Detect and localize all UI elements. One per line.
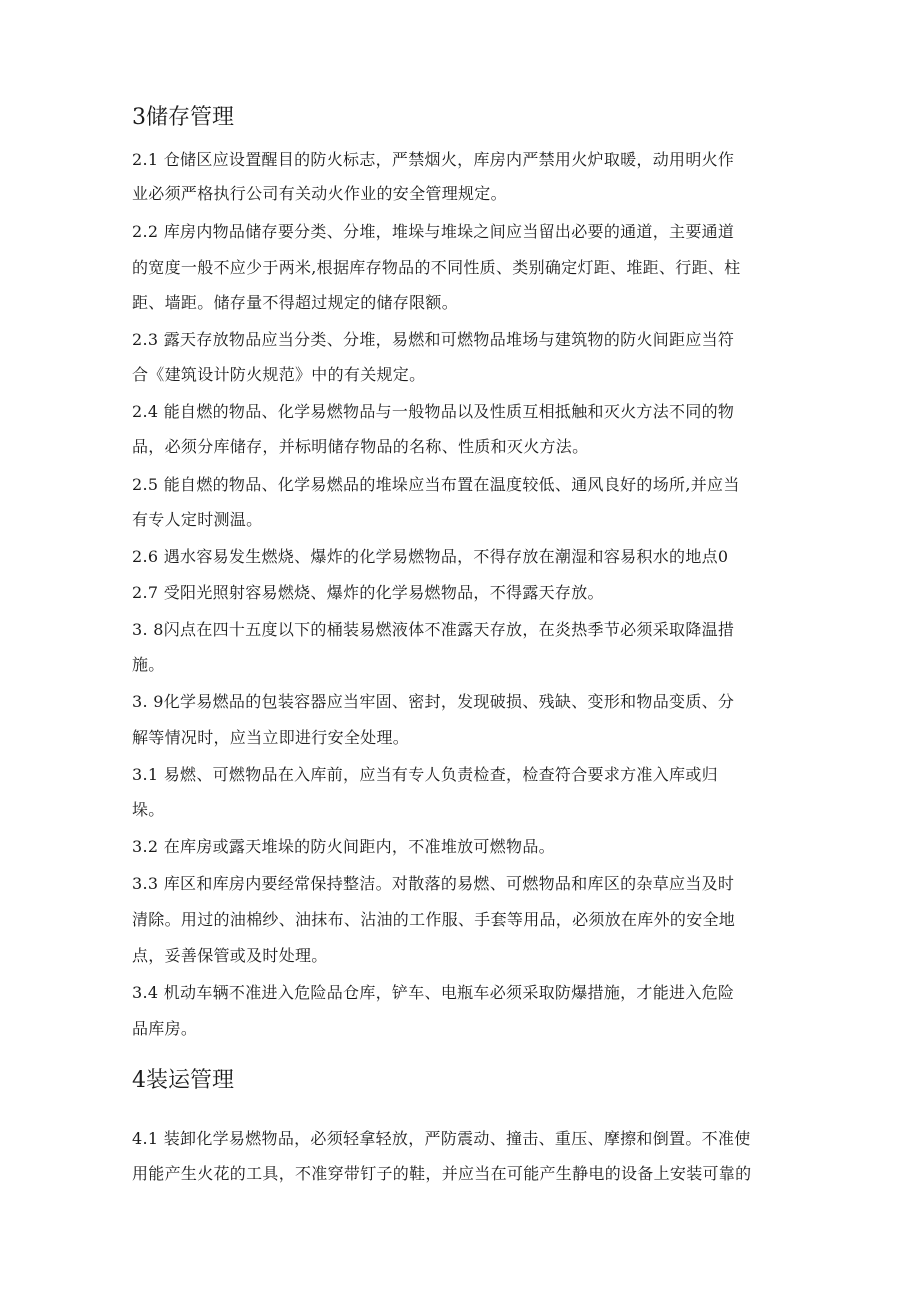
paragraph-line: 3.3 库区和库房内要经常保持整洁。对散落的易燃、可燃物品和库区的杂草应当及时 xyxy=(132,874,735,893)
paragraph-line: 垛。 xyxy=(132,800,165,819)
paragraph-line: 品，必须分库储存，并标明储存物品的名称、性质和灭火方法。 xyxy=(132,437,589,456)
paragraph-line: 距、墙距。储存量不得超过规定的储存限额。 xyxy=(132,293,459,312)
paragraph-line: 业必须严格执行公司有关动火作业的安全管理规定。 xyxy=(132,184,507,203)
paragraph-line: 用能产生火花的工具，不准穿带钉子的鞋，并应当在可能产生静电的设备上安装可靠的 xyxy=(132,1164,752,1183)
paragraph-line: 合《建筑设计防火规范》中的有关规定。 xyxy=(132,365,426,384)
paragraph-line: 2.3 露天存放物品应当分类、分堆，易燃和可燃物品堆场与建筑物的防火间距应当符 xyxy=(132,330,735,349)
paragraph-line: 施。 xyxy=(132,655,165,674)
paragraph-line: 3. 9化学易燃品的包装容器应当牢固、密封，发现破损、残缺、变形和物品变质、分 xyxy=(132,692,735,711)
paragraph-line: 清除。用过的油棉纱、油抹布、沾油的工作服、手套等用品，必须放在库外的安全地 xyxy=(132,910,736,929)
paragraph-line: 的宽度一般不应少于两米,根据库存物品的不同性质、类别确定灯距、堆距、行距、柱 xyxy=(132,258,741,277)
paragraph-line: 3. 8闪点在四十五度以下的桶装易燃液体不准露天存放，在炎热季节必须采取降温措 xyxy=(132,620,735,639)
paragraph-line: 解等情况时，应当立即进行安全处理。 xyxy=(132,728,410,747)
paragraph-line: 3.2 在库房或露天堆垛的防火间距内，不准堆放可燃物品。 xyxy=(132,837,555,856)
section-heading-storage: 3储存管理 xyxy=(132,105,234,130)
paragraph-line: 3.1 易燃、可燃物品在入库前，应当有专人负责检查，检查符合要求方准入库或归 xyxy=(132,765,718,784)
paragraph-line: 2.1 仓储区应设置醒目的防火标志，严禁烟火，库房内严禁用火炉取暖，动用明火作 xyxy=(132,150,735,169)
paragraph-line: 2.5 能自燃的物品、化学易燃品的堆垛应当布置在温度较低、通风良好的场所,并应当 xyxy=(132,475,740,494)
paragraph-line: 品库房。 xyxy=(132,1019,198,1038)
section-heading-transport: 4装运管理 xyxy=(132,1068,234,1093)
paragraph-line: 点，妥善保管或及时处理。 xyxy=(132,946,328,965)
paragraph-line: 2.2 库房内物品储存要分类、分堆，堆垛与堆垛之间应当留出必要的通道，主要通道 xyxy=(132,222,735,241)
paragraph-line: 3.4 机动车辆不准进入危险品仓库，铲车、电瓶车必须采取防爆措施，才能进入危险 xyxy=(132,983,735,1002)
paragraph-line: 2.7 受阳光照射容易燃烧、爆炸的化学易燃物品，不得露天存放。 xyxy=(132,583,604,602)
paragraph-line: 2.6 遇水容易发生燃烧、爆炸的化学易燃物品，不得存放在潮湿和容易积水的地点0 xyxy=(132,547,729,566)
paragraph-line: 有专人定时测温。 xyxy=(132,510,263,529)
paragraph-line: 4.1 装卸化学易燃物品，必须轻拿轻放，严防震动、撞击、重压、摩擦和倒置。不准使 xyxy=(132,1129,751,1148)
paragraph-line: 2.4 能自燃的物品、化学易燃物品与一般物品以及性质互相抵触和灭火方法不同的物 xyxy=(132,402,735,421)
